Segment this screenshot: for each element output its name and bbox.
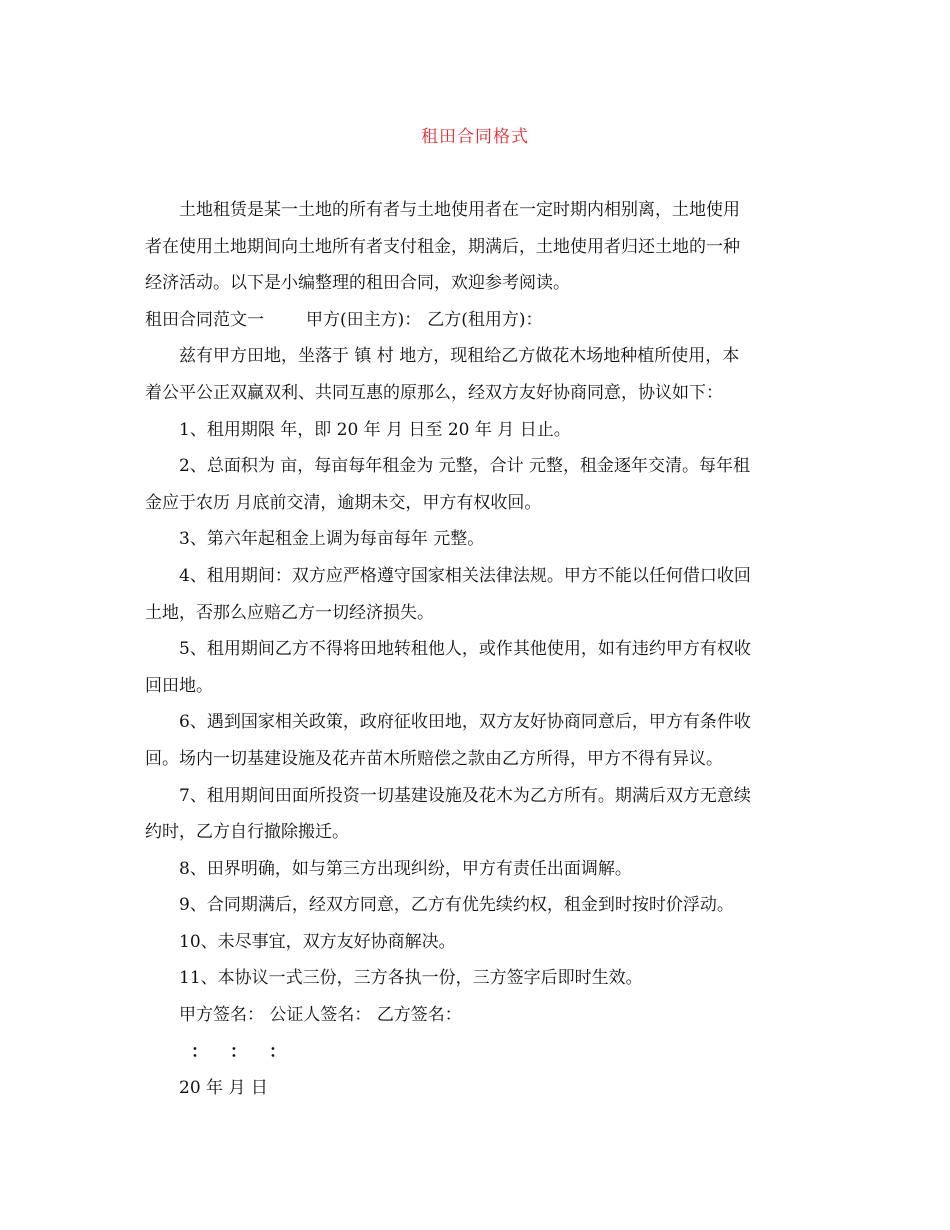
sample-heading: 租田合同范文一 [145, 309, 264, 330]
colon-mark: ： [191, 1041, 208, 1062]
clause-line: 金应于农历 月底前交清，逾期未交，甲方有权收回。 [145, 492, 542, 513]
clause-line: 约时，乙方自行撤除搬迁。 [145, 822, 349, 843]
intro-paragraph [145, 192, 810, 302]
sample-heading-line [145, 302, 810, 339]
intro-line: 土地租赁是某一土地的所有者与土地使用者在一定时期内相别离，土地使用 [179, 200, 740, 220]
clause-7 [145, 778, 810, 851]
clause-6 [145, 704, 810, 777]
clause-line: 3、第六年起租金上调为每亩每年 元整。 [179, 529, 485, 550]
notary-signature-label: 公证人签名： [269, 1005, 372, 1026]
party-a-label: 甲方(田主方)： [306, 309, 422, 330]
clause-10 [145, 924, 810, 961]
clause-5 [145, 631, 810, 704]
clause-line: 5、租用期间乙方不得将田地转租他人，或作其他使用，如有违约甲方有权收 [179, 639, 751, 660]
clause-line: 8、田界明确，如与第三方出现纠纷，甲方有责任出面调解。 [179, 858, 632, 879]
party-a-signature-label: 甲方签名： [179, 1005, 264, 1026]
clause-line: 土地，否那么应赔乙方一切经济损失。 [145, 602, 434, 623]
clause-1 [145, 412, 810, 449]
preamble-paragraph [145, 338, 810, 411]
colon-mark: ： [269, 1041, 286, 1062]
clause-line: 11、本协议一式三份，三方各执一份，三方签字后即时生效。 [179, 968, 643, 989]
clause-line: 回田地。 [145, 675, 213, 696]
clause-2 [145, 448, 810, 521]
preamble-line: 兹有甲方田地，坐落于 镇 村 地方，现租给乙方做花木场地种植所使用，本 [179, 346, 740, 367]
clause-4 [145, 558, 810, 631]
clause-line: 4、租用期间：双方应严格遵守国家相关法律法规。甲方不能以任何借口收回 [179, 565, 751, 586]
clause-line: 10、未尽事宜，双方友好协商解决。 [179, 931, 456, 952]
party-b-label: 乙方(租用方)： [427, 309, 543, 330]
date-line: 20 年 月 日 [179, 1078, 268, 1099]
clause-11 [145, 960, 810, 997]
party-b-signature-label: 乙方签名： [376, 1005, 462, 1026]
document-body [145, 192, 810, 1107]
preamble-line: 着公平公正双赢双利、共同互惠的原那么，经双方友好协商同意，协议如下： [145, 382, 723, 403]
clause-line: 回。场内一切基建设施及花卉苗木所赔偿之款由乙方所得，甲方不得有异议。 [145, 748, 723, 769]
intro-line: 者在使用土地期间向土地所有者支付租金，期满后，土地使用者归还土地的一种 [145, 236, 740, 257]
clause-line: 2、总面积为 亩，每亩每年租金为 元整，合计 元整，租金逐年交清。每年租 [179, 456, 751, 477]
clause-3 [145, 521, 810, 558]
document-title: 租田合同格式 [421, 127, 529, 147]
clause-line: 6、遇到国家相关政策，政府征收田地，双方友好协商同意后，甲方有条件收 [179, 712, 751, 733]
clause-9 [145, 887, 810, 924]
clause-line: 7、租用期间田面所投资一切基建设施及花木为乙方所有。期满后双方无意续 [179, 785, 751, 806]
signature-line [145, 997, 810, 1034]
colon-row [145, 1034, 810, 1071]
date-paragraph [145, 1070, 810, 1107]
clause-line: 9、合同期满后，经双方同意，乙方有优先续约权，租金到时按时价浮动。 [179, 895, 734, 916]
clause-8 [145, 851, 810, 888]
intro-line: 经济活动。以下是小编整理的租田合同，欢迎参考阅读。 [145, 273, 570, 294]
clause-line: 1、租用期限 年，即 20 年 月 日至 20 年 月 日止。 [179, 419, 571, 440]
colon-mark: ： [230, 1041, 247, 1062]
